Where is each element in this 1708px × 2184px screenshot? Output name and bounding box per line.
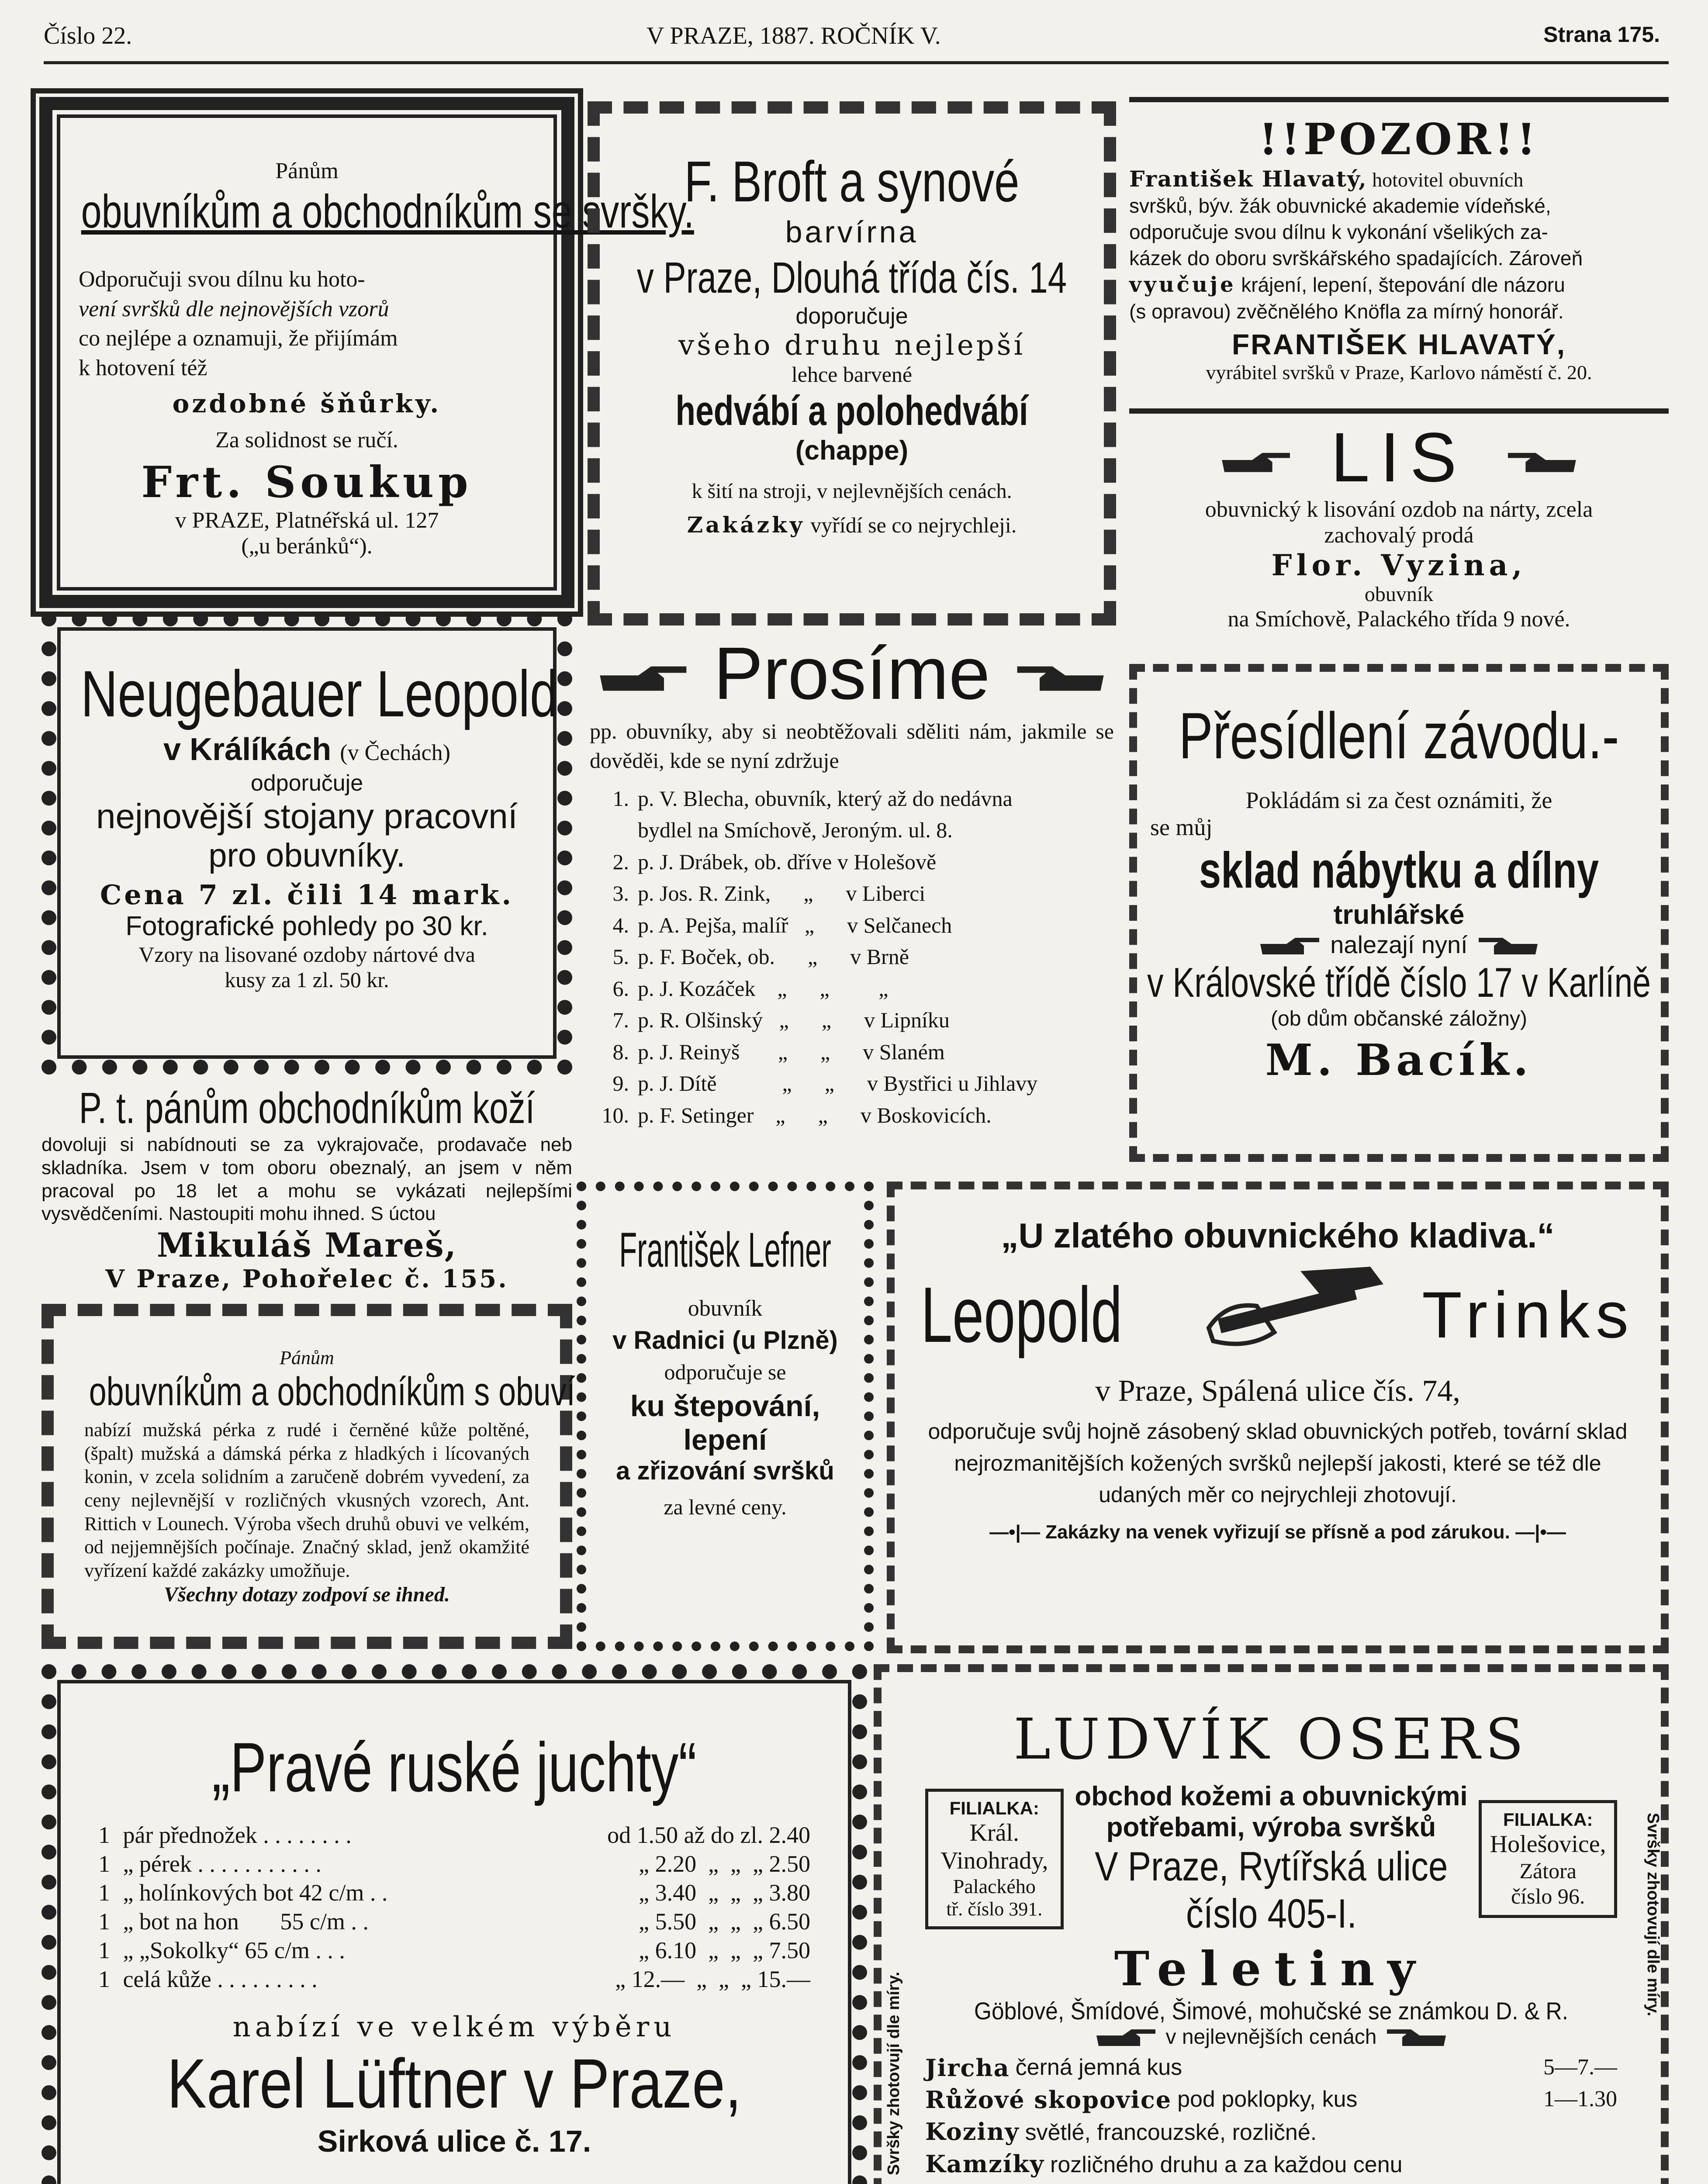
- publication-place: V PRAZE, 1887. ROČNÍK V.: [647, 22, 941, 49]
- neugebauer-photos: Fotografické pohledy po 30 kr.: [125, 911, 488, 941]
- osers-address-2: číslo 405-I.: [1186, 1890, 1357, 1936]
- trinks-address: v Praze, Spálená ulice čís. 74,: [1095, 1374, 1460, 1408]
- price-row: [96, 1936, 813, 1965]
- rittich-salutation: Pánům: [280, 1347, 334, 1368]
- pozor-text-6: (s opravou) zvěčnělého Knöfla za mírný honorář.: [1129, 300, 1564, 323]
- osers-specialities: [925, 2181, 1617, 2184]
- broft-address: v Praze, Dlouhá třída čís. 14: [636, 253, 1067, 302]
- ad-trinks: [887, 1182, 1669, 1653]
- prosime-row-text: p. J. Kozáček „ „ „: [638, 976, 889, 1001]
- page-header: [0, 0, 1708, 61]
- price-cell-item: celá kůže . . . . . . . . .: [123, 1966, 318, 1992]
- price-row: [96, 1821, 813, 1849]
- pozor-text-2: svršků, býv. žák obuvnické akademie vídeňské,: [1129, 194, 1551, 217]
- pointing-hand-left-icon: [1383, 2027, 1448, 2049]
- broft-recommends: doporučuje: [795, 304, 908, 329]
- prosime-row-text: p. Jos. R. Zink, „ v Liberci: [638, 881, 926, 905]
- ad-pozor: [1129, 97, 1669, 405]
- prosime-row: [590, 1068, 1114, 1099]
- luftner-name: Karel Lüftner v Praze,: [167, 2044, 742, 2122]
- broft-dyeworks: barvírna: [785, 215, 919, 249]
- prosime-row: [590, 783, 1114, 815]
- broft-quick: vyřídí se co nejrychleji.: [810, 513, 1017, 537]
- osers-item-skopovice-price: 1—1.30: [1543, 2087, 1617, 2112]
- page-number: Strana 175.: [1543, 22, 1660, 47]
- prosime-row: [590, 909, 1114, 941]
- prosime-intro: pp. obuvníky, aby si neobtěžovali sděliti nám, jakmile se dověděi, kde se nyní zdržuje: [590, 719, 1114, 773]
- rittich-inquiries: Všechny dotazy zodpoví se ihned.: [164, 1583, 450, 1606]
- pozor-signature: FRANTIŠEK HLAVATÝ,: [1231, 328, 1566, 360]
- bacik-text-2: se můj: [1150, 814, 1213, 840]
- prosime-row-number: 5.: [612, 944, 629, 969]
- lis-text-1: obuvnický k lisování ozdob na nárty, zcela: [1205, 497, 1593, 522]
- price-row: [96, 1907, 813, 1936]
- price-cell-q: 1: [98, 1822, 110, 1848]
- ad-neugebauer: [41, 612, 572, 1075]
- luftner-offers: nabízí ve velkém výběru: [232, 2011, 676, 2043]
- trinks-right-ornament: —|•—: [1515, 1521, 1566, 1543]
- neugebauer-region: (v Čechách): [340, 740, 450, 765]
- price-table: [96, 1821, 813, 1994]
- lis-title: LIS: [1331, 418, 1467, 496]
- bacik-text-1: Pokládám si za čest oznámiti, že: [1245, 787, 1552, 813]
- price-cell-item: „ „Sokolky“ 65 c/m . . .: [123, 1937, 345, 1963]
- soukup-name: Frt. Soukup: [141, 457, 473, 508]
- prosime-row-number: 3.: [612, 881, 629, 905]
- ad-lis: [1129, 408, 1669, 653]
- ad-lefner: [577, 1182, 874, 1651]
- bacik-shop: sklad nábytku a dílny: [1199, 842, 1599, 898]
- price-cell-p: „ 6.10 „ „ „ 7.50: [639, 1937, 810, 1963]
- price-cell-q: 1: [98, 1880, 110, 1906]
- luftner-address: Sirková ulice č. 17.: [317, 2124, 591, 2158]
- neugebauer-recommends: odporučuje: [250, 771, 363, 796]
- osers-side-text-right: Svršky zhotovují dle míry.: [1644, 1813, 1662, 2017]
- trinks-sign: „U zlatého obuvnického kladiva.“: [1001, 1216, 1555, 1255]
- lefner-recommends: odporučuje se: [664, 1360, 786, 1384]
- soukup-guarantee: Za solidnost se ručí.: [215, 428, 398, 453]
- soukup-text-1: Odporučuji svou dílnu ku hoto-: [79, 267, 365, 292]
- neugebauer-patterns: Vzory na lisované ozdoby nártové dva: [138, 942, 475, 967]
- lefner-stitching: ku štepování,: [630, 1389, 820, 1423]
- neugebauer-town: v Králíkách: [163, 732, 332, 767]
- osers-item-skopovice: Růžové skopovice: [925, 2086, 1172, 2114]
- prosime-row-text: p. J. Reinyš „ „ v Slaném: [638, 1039, 945, 1064]
- price-row: [96, 1878, 813, 1907]
- prosime-row-text: p. F. Boček, ob. „ v Brně: [638, 944, 909, 969]
- prosime-row-number: 8.: [612, 1039, 629, 1064]
- mares-address: V Praze, Pohořelec č. 155.: [105, 1265, 508, 1294]
- pozor-text-5: krájení, lepení, štepování dle názoru: [1241, 273, 1565, 297]
- ad-bacik: [1129, 664, 1669, 1162]
- price-cell-q: 1: [98, 1937, 110, 1963]
- pozor-text-3: odporučuje svou dílnu k vykonání všelikých za-: [1129, 220, 1548, 243]
- bacik-address: v Královské třídě číslo 17 v Karlíně: [1147, 959, 1651, 1006]
- ad-rittich: [41, 1304, 575, 1649]
- ad-soukup: [39, 97, 694, 608]
- ad-mares: [41, 1083, 572, 1302]
- osers-calfskins: Teletiny: [1114, 1942, 1428, 1997]
- price-cell-p: „ 5.50 „ „ „ 6.50: [639, 1908, 810, 1935]
- pozor-name: František Hlavatý,: [1129, 166, 1367, 192]
- lefner-profession: obuvník: [688, 1296, 763, 1321]
- price-cell-q: 1: [98, 1908, 110, 1935]
- broft-dyed: lehce barvené: [791, 362, 913, 387]
- rittich-heading: obuvníkům a obchodníkům s obuví: [89, 1369, 575, 1414]
- price-cell-q: 1: [98, 1966, 110, 1992]
- lefner-prices: za levné ceny.: [664, 1495, 787, 1519]
- pozor-text-1: hotovitel obuvních: [1372, 169, 1524, 191]
- osers-item-koziny-desc: světlé, francouzské, rozličné.: [1025, 2120, 1317, 2146]
- ad-luftner: [41, 1664, 867, 2184]
- osers-address-1: V Praze, Rytířská ulice: [1094, 1843, 1448, 1889]
- pointing-hand-left-icon: [1474, 935, 1540, 958]
- lefner-town: v Radnici (u Plzně): [612, 1326, 838, 1355]
- prosime-row-text: p. V. Blecha, obuvník, který až do nedávna: [638, 786, 1013, 811]
- pointing-hand-right-icon: [1258, 935, 1324, 958]
- header-rule: [44, 61, 1669, 64]
- issue-number: Číslo 22.: [44, 22, 132, 49]
- osers-right-branch-3: číslo 96.: [1511, 1884, 1585, 1908]
- prosime-list: [590, 783, 1114, 1131]
- prosime-row-number: 10.: [602, 1102, 629, 1127]
- osers-desc-1: obchod kožemi a obuvnickými: [1075, 1781, 1468, 1811]
- soukup-house-sign: („u beránků“).: [241, 534, 373, 559]
- trinks-text: odporučuje svůj hojně zásobený sklad obuvnických potřeb, tovární sklad nejrozmanitějších kožených svršků nejlepší jakosti, které se též dle udaných měr co nejrychleji zhotovují.: [928, 1419, 1628, 1507]
- osers-right-branch-2: Zátora: [1519, 1859, 1577, 1883]
- prosime-row-number: 1.: [612, 786, 629, 811]
- mares-name: Mikuláš Mareš,: [156, 1226, 457, 1265]
- osers-item-kamziky-desc: rozličného druhu a za každou cenu: [1050, 2152, 1403, 2178]
- prosime-row: [590, 814, 1114, 846]
- prosime-row-number: 6.: [612, 976, 629, 1001]
- pointing-hand-left-icon: [1497, 450, 1584, 476]
- osers-name: LUDVÍK OSERS: [1013, 1707, 1529, 1772]
- prosime-row-number: 9.: [612, 1071, 629, 1095]
- soukup-text-3: co nejlépe a oznamuji, že přijímám: [79, 326, 398, 351]
- broft-name: F. Broft a synové: [684, 149, 1020, 214]
- osers-prices: v nejlevnějších cenách: [1165, 2025, 1377, 2049]
- mares-heading: P. t. pánům obchodníkům koží: [79, 1084, 535, 1133]
- price-cell-p: „ 2.20 „ „ „ 2.50: [639, 1851, 810, 1877]
- prosime-row-text: bydlel na Smíchově, Jeroným. ul. 8.: [638, 818, 953, 842]
- osers-item-koziny: Koziny: [925, 2118, 1020, 2146]
- prosime-row-text: p. F. Setinger „ „ v Boskovicích.: [638, 1102, 992, 1127]
- pozor-teaches: vyučuje: [1129, 273, 1236, 297]
- prosime-row-text: p. J. Dítě „ „ v Bystřici u Jihlavy: [638, 1071, 1038, 1095]
- price-cell-item: „ holínkových bot 42 c/m . .: [123, 1880, 388, 1906]
- osers-side-text-left: Svršky zhotovují dle míry.: [885, 1971, 903, 2175]
- osers-item-skopovice-desc: pod poklopky, kus: [1177, 2087, 1358, 2112]
- lefner-gluing: lepení: [683, 1424, 767, 1456]
- broft-silk: hedvábí a polohedvábí: [675, 387, 1028, 434]
- lis-text-2: zachovalý prodá: [1324, 523, 1474, 548]
- broft-prices: k šití na stroji, v nejlevnějších cenách.: [691, 480, 1012, 503]
- soukup-address: v PRAZE, Platnéřská ul. 127: [175, 508, 439, 533]
- pointing-hand-right-icon: [1214, 450, 1301, 476]
- prosime-row-number: 4.: [612, 912, 629, 937]
- lis-address: na Smíchově, Palackého třída 9 nové.: [1227, 607, 1570, 632]
- ad-broft: [588, 101, 1116, 625]
- prosime-row-text: p. A. Pejša, malíř „ v Selčanech: [638, 912, 952, 937]
- lis-seller: Flor. Vyzina,: [1271, 548, 1527, 582]
- lis-profession: obuvník: [1364, 583, 1434, 606]
- prosime-row-number: [590, 814, 629, 846]
- osers-brands: Göblové, Šmídové, Šimové, mohučské se známkou D. & R.: [974, 1997, 1569, 2025]
- pozor-address: vyrábitel svršků v Praze, Karlovo náměstí č. 20.: [1206, 361, 1592, 384]
- prosime-row: [590, 846, 1114, 878]
- prosime-row: [590, 973, 1114, 1005]
- price-row: [96, 1965, 813, 1994]
- luftner-title: „Pravé ruské juchty“: [212, 1728, 697, 1806]
- neugebauer-for: pro obuvníky.: [208, 837, 405, 874]
- price-row: [96, 1849, 813, 1878]
- osers-item-jircha-price: 5—7.—: [1543, 2055, 1617, 2080]
- price-cell-item: pár přednožek . . . . . . . .: [123, 1822, 352, 1848]
- soukup-text-4: k hotovení též: [79, 355, 207, 380]
- prosime-row-number: 7.: [612, 1008, 629, 1032]
- pointing-hand-left-icon: [1011, 662, 1107, 697]
- lefner-uppers: a zřizování svršků: [616, 1457, 834, 1485]
- broft-chappe: (chappe): [795, 435, 909, 466]
- broft-best: všeho druhu nejlepší: [678, 329, 1026, 362]
- osers-right-branch-label: FILIALKA:: [1503, 1809, 1593, 1830]
- osers-left-branch-1: Král.: [969, 1819, 1020, 1846]
- prosime-row: [590, 941, 1114, 973]
- pozor-text-4: kázek do oboru svrškářského spadajících. Zároveň: [1129, 246, 1583, 270]
- osers-item-jircha-desc: černá jemná kus: [1015, 2055, 1182, 2080]
- osers-right-branch-1: Holešovice,: [1490, 1831, 1606, 1858]
- prosime-row-text: p. J. Drábek, ob. dříve v Holešově: [638, 849, 937, 874]
- prosime-row-text: p. R. Olšinský „ „ v Lipníku: [638, 1008, 950, 1032]
- price-cell-item: „ pérek . . . . . . . . . . .: [123, 1851, 322, 1877]
- pointing-hand-right-icon: [1094, 2027, 1160, 2049]
- soukup-text-2: vení svršků dle nejnovějších vzorů: [79, 296, 389, 321]
- prosime-row: [590, 1036, 1114, 1068]
- osers-left-branch-3: Palackého: [953, 1875, 1036, 1897]
- ad-osers: [874, 1664, 1669, 2184]
- hammer-icon: [1191, 1262, 1397, 1367]
- price-cell-p: od 1.50 až do zl. 2.40: [607, 1822, 810, 1848]
- mares-text: dovoluji si nabídnouti se za vykrajovače, prodavače neb skladníka. Jsem v tom oboru obeznalý, an jsem v něm pracoval po 18 let a mohu se vykázati nejlepšími vysvědčeními. Nastoupiti mohu ihned. S úctou: [41, 1134, 572, 1225]
- broft-orders: Zakázky: [687, 512, 805, 538]
- neugebauer-name: Neugebauer Leopold: [80, 657, 558, 730]
- soukup-heading: obuvníkům a obchodníkům se svršky.: [81, 185, 694, 238]
- osers-left-branch-label: FILIALKA:: [949, 1798, 1039, 1818]
- trinks-left-ornament: —•|—: [989, 1521, 1046, 1543]
- price-cell-q: 1: [98, 1851, 110, 1877]
- pozor-title: !!POZOR!!: [1259, 114, 1539, 165]
- price-cell-item: „ bot na hon 55 c/m . .: [123, 1908, 369, 1935]
- bacik-title: Přesídlení závodu.-: [1179, 699, 1619, 772]
- bacik-name: M. Bacík.: [1265, 1035, 1533, 1085]
- bacik-landmark: (ob dům občanské záložny): [1271, 1007, 1527, 1030]
- bacik-now: nalezají nyní: [1330, 931, 1468, 958]
- trinks-first-name: Leopold: [921, 1271, 1123, 1359]
- trinks-orders: Zakázky na venek vyřizují se přísně a pod zárukou.: [1045, 1521, 1510, 1543]
- prosime-row: [590, 878, 1114, 909]
- price-cell-p: „ 3.40 „ „ „ 3.80: [639, 1880, 810, 1906]
- price-cell-p: „ 12.— „ „ „ 15.—: [615, 1966, 810, 1992]
- rittich-text: nabízí mužská pérka z rudé i černěné kůže poltěné, (špalt) mužská a dámská pérka z hladkých i lícovaných konin, v zcela solidním a zaručeně dobrém vyvedení, za ceny nejlevnější v rozličných vkusných vzorech, Ant. Rittich v Lounech. Výroba všech druhů obuvi ve velkém, od nejjemnějších počínaje. Značný sklad, jenž okamžité vyřízení každé zakázky umožňuje.: [84, 1419, 529, 1582]
- osers-left-branch-4: tř. číslo 391.: [946, 1898, 1043, 1920]
- osers-item-kamziky: Kamzíky: [925, 2150, 1045, 2178]
- prosime-row-number: 2.: [612, 849, 629, 874]
- neugebauer-patterns-price: kusy za 1 zl. 50 kr.: [225, 968, 389, 992]
- neugebauer-price: Cena 7 zl. čili 14 mark.: [100, 879, 514, 911]
- lefner-name: František Lefner: [619, 1223, 831, 1277]
- prosime-title: Prosíme: [713, 632, 990, 715]
- osers-left-branch-2: Vinohrady,: [940, 1847, 1048, 1874]
- osers-item-jircha: Jircha: [925, 2054, 1010, 2082]
- prosime-row: [590, 1099, 1114, 1131]
- neugebauer-stands: nejnovější stojany pracovní: [96, 797, 518, 836]
- ad-prosime: [581, 631, 1123, 1155]
- osers-desc-2: potřebami, výroba svršků: [1106, 1812, 1436, 1842]
- bacik-joinery: truhlářské: [1333, 900, 1465, 930]
- trinks-last-name: Trinks: [1422, 1278, 1635, 1351]
- prosime-row: [590, 1004, 1114, 1036]
- soukup-salutation: Pánům: [275, 159, 339, 183]
- pointing-hand-right-icon: [597, 662, 693, 697]
- soukup-ornaments: ozdobné šňůrky.: [172, 389, 442, 419]
